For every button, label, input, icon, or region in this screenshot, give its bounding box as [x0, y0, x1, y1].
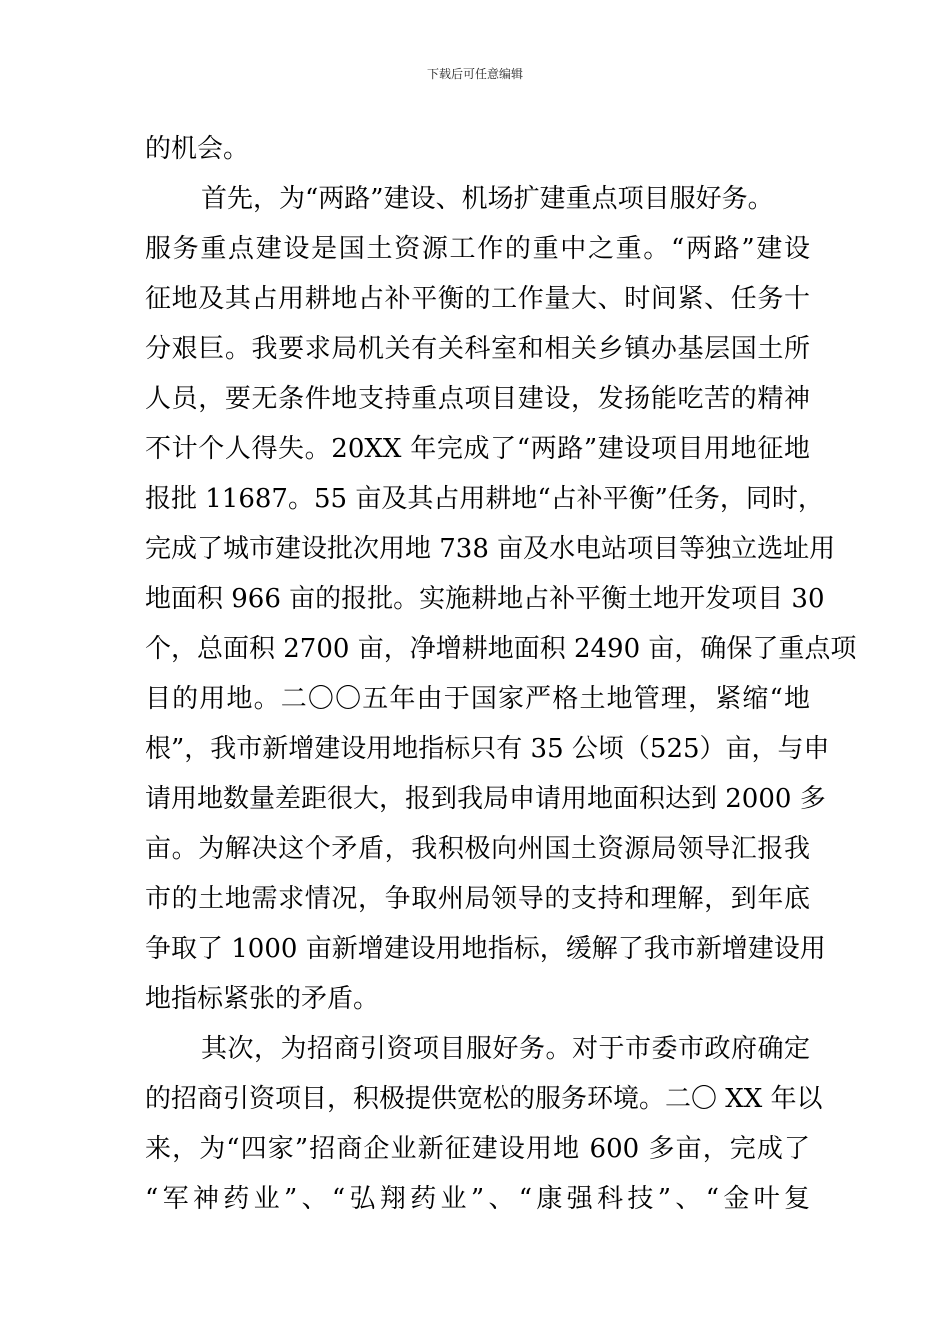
- paragraph-line: 根”，我市新增建设用地指标只有 35 公顷（525）亩，与申: [145, 734, 830, 764]
- paragraph-line: 地面积 966 亩的报批。实施耕地占补平衡土地开发项目 30: [145, 584, 825, 614]
- paragraph-line: 地指标紧张的矛盾。: [145, 984, 380, 1014]
- paragraph-line: 来，为“四家”招商企业新征建设用地 600 多亩，完成了: [145, 1134, 810, 1164]
- paragraph-line: 完成了城市建设批次用地 738 亩及水电站项目等独立选址用: [145, 534, 836, 564]
- paragraph-line: 市的土地需求情况，争取州局领导的支持和理解，到年底: [145, 884, 810, 914]
- paragraph-line: 的招商引资项目，积极提供宽松的服务环境。二〇 XX 年以: [145, 1084, 823, 1114]
- paragraph-line: 人员，要无条件地支持重点项目建设，发扬能吃苦的精神: [145, 384, 810, 414]
- body-text: [145, 124, 857, 1224]
- paragraph-line: 报批 11687。55 亩及其占用耕地“占补平衡”任务，同时，: [145, 484, 824, 514]
- paragraph-line: 首先，为“两路”建设、机场扩建重点项目服好务。: [201, 184, 774, 214]
- paragraph-line: 征地及其占用耕地占补平衡的工作量大、时间紧、任务十: [145, 284, 810, 314]
- paragraph-line: 争取了 1000 亩新增建设用地指标，缓解了我市新增建设用: [145, 934, 826, 964]
- paragraph-line: “军神药业”、“弘翔药业”、“康强科技”、“金叶复: [145, 1184, 810, 1214]
- page-header: 下载后可任意编辑: [426, 67, 523, 81]
- paragraph-line: 个，总面积 2700 亩，净增耕地面积 2490 亩，确保了重点项: [145, 634, 857, 664]
- paragraph-line: 请用地数量差距很大，报到我局申请用地面积达到 2000 多: [145, 784, 826, 814]
- paragraph-line: 不计个人得失。20XX 年完成了“两路”建设项目用地征地: [145, 434, 810, 464]
- paragraph-line: 目的用地。二〇〇五年由于国家严格土地管理，紧缩“地: [145, 684, 810, 714]
- paragraph-line: 亩。为解决这个矛盾，我积极向州国土资源局领导汇报我: [145, 834, 810, 864]
- paragraph-line: 服务重点建设是国土资源工作的重中之重。“两路”建设: [145, 234, 810, 264]
- paragraph-line: 分艰巨。我要求局机关有关科室和相关乡镇办基层国土所: [145, 334, 810, 364]
- paragraph-line: 其次，为招商引资项目服好务。对于市委市政府确定: [201, 1034, 810, 1064]
- paragraph-line: 的机会。: [145, 134, 250, 164]
